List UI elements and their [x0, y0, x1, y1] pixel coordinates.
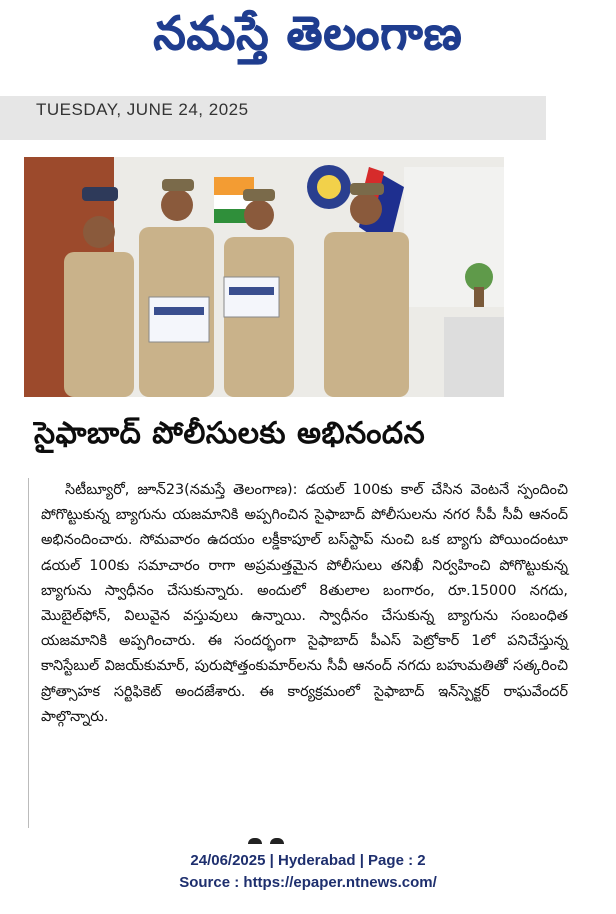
footer-edition-info: 24/06/2025 | Hyderabad | Page : 2	[190, 852, 426, 869]
cutoff-marks	[248, 829, 292, 848]
issue-date: TUESDAY, JUNE 24, 2025	[36, 100, 249, 119]
police-officers-photo	[24, 157, 504, 397]
article-text: సిటీబ్యూరో, జూన్23(నమస్తే తెలంగాణ): డయల్ 100కు కాల్ చేసిన వెంటనే స్పందించి పోగొట్టుకున్న బ్యాగును యజమానికి అప్పగించిన సైఫాబాద్ పోలీసులను నగర సీపీ సీవీ ఆనంద్ అభినందించారు. సోమవారం ఉదయం లక్డీకాపూల్ బస్‌స్టాప్ నుంచి ఒక బ్యాగు పోయిందంటూ డయల్ 100కు సమాచారం రాగా అప్రమత్తమైన పోలీసులు తనిఖీ నిర్వహించి పోగొట్టుకున్న బ్యాగును స్వాధీనం చేసుకున్నారు. అందులో 8తులాల బంగారం, రూ.15000 నగదు, మొబైల్‌ఫోన్, విలువైన వస్తువులు ఉన్నాయి. స్వాధీనం చేసుకున్న బ్యాగును సంబంధిత యజమానికి అప్పగించారు. ఈ సందర్భంగా సైఫాబాద్ పీఎస్ పెట్రోకార్ 1లో పనిచేస్తున్న కానిస్టేబుల్ విజయ్‌కుమార్, పురుషోత్తంకుమార్‌లను సీవీ ఆనంద్ నగదు బహుమతితో సత్కరించి ప్రోత్సాహక సర్టిఫికెట్ అందజేశారు. ఈ కార్యక్రమంలో సైఫాబాద్ ఇన్‌స్పెక్టర్ రాఘవేందర్ పాల్గొన్నారు.	[41, 482, 568, 725]
article-body	[28, 478, 568, 828]
footer-source-link[interactable]: Source : https://epaper.ntnews.com/	[179, 874, 437, 891]
date-bar	[0, 96, 546, 140]
newspaper-logo: నమస్తే తెలంగాణ	[153, 6, 463, 60]
footer	[0, 850, 616, 894]
masthead	[0, 0, 616, 90]
headline: సైఫాబాద్ పోలీసులకు అభినందన	[34, 416, 426, 451]
news-photo	[24, 157, 504, 397]
